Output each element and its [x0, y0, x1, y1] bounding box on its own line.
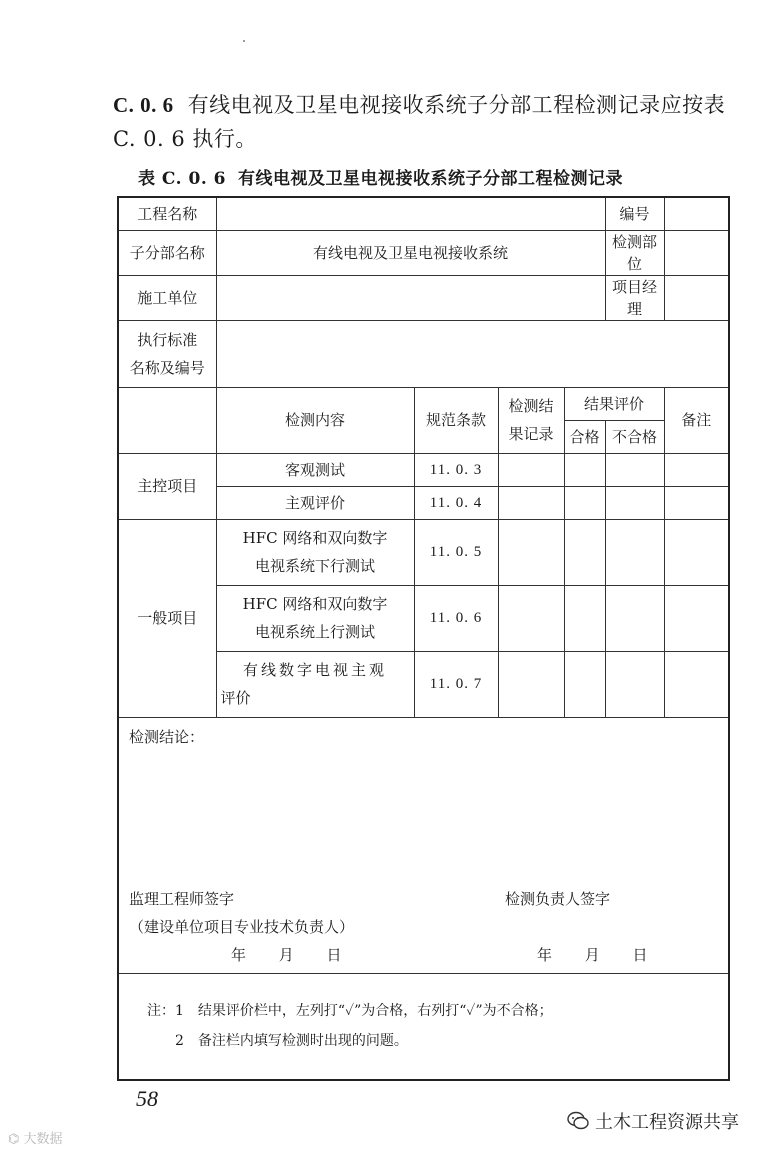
standard-value[interactable]: [216, 320, 729, 387]
clause-text: 有线电视及卫星电视接收系统子分部工程检测记录应按表 C. 0. 6 执行。: [113, 93, 726, 151]
conclusion-label: 检测结论：: [129, 727, 205, 746]
col-pass-header: 合格: [564, 420, 605, 453]
pass-cell[interactable]: [564, 453, 605, 486]
watermark-left: [8, 1128, 63, 1147]
remarks-cell[interactable]: [664, 519, 729, 585]
watermark-logo-icon: ⌬: [8, 1132, 24, 1147]
remarks-cell[interactable]: [664, 585, 729, 651]
supervisor-date: 年 月 日: [231, 945, 356, 964]
subdivision-value[interactable]: 有线电视及卫星电视接收系统: [216, 230, 605, 275]
content-line1: HFC 网络和双向数字: [242, 595, 388, 613]
row-subdivision: [118, 230, 729, 275]
serial-value[interactable]: [664, 197, 729, 230]
wechat-icon: [567, 1111, 589, 1131]
serial-label: 编号: [605, 197, 664, 230]
col-clause-header: 规范条款: [414, 387, 498, 453]
record-cell[interactable]: [498, 486, 564, 519]
inspector-signature-label: 检测负责人签字: [505, 889, 611, 908]
watermark-left-text: 大数据: [23, 1132, 63, 1147]
remarks-cell[interactable]: [664, 651, 729, 717]
content-line2: 电视系统上行测试: [254, 623, 375, 641]
fail-cell[interactable]: [605, 585, 664, 651]
clause-cell: 11. 0. 3: [414, 453, 498, 486]
content-line1: HFC 网络和双向数字: [242, 529, 388, 547]
table-caption: [0, 164, 761, 189]
content-line2: 电视系统下行测试: [254, 557, 375, 575]
row-contractor: [118, 275, 729, 320]
inspection-part-value[interactable]: [664, 230, 729, 275]
col-record-line2: 果记录: [508, 425, 554, 443]
clause-cell: 11. 0. 7: [414, 651, 498, 717]
record-cell[interactable]: [498, 585, 564, 651]
group-header-blank: [118, 387, 216, 453]
pass-cell[interactable]: [564, 519, 605, 585]
col-record-header: [498, 387, 564, 453]
inspector-date: 年 月 日: [537, 945, 662, 964]
content-cell: 客观测试: [216, 453, 414, 486]
record-cell[interactable]: [498, 453, 564, 486]
row-project-name: [118, 197, 729, 230]
pass-cell[interactable]: [564, 651, 605, 717]
project-name-value[interactable]: [216, 197, 605, 230]
col-record-line1: 检测结: [508, 397, 554, 415]
project-name-label: 工程名称: [118, 197, 216, 230]
standard-label: [118, 320, 216, 387]
standard-label-line1: 执行标准: [137, 330, 198, 349]
fail-cell[interactable]: [605, 519, 664, 585]
scan-dot: [243, 40, 245, 42]
content-cell: [216, 585, 414, 651]
col-evaluation-header: 结果评价: [564, 387, 664, 420]
group-general-label: 一般项目: [118, 519, 216, 717]
content-cell: [216, 651, 414, 717]
subdivision-label: 子分部名称: [118, 230, 216, 275]
group-main-label: 主控项目: [118, 453, 216, 519]
standard-label-line2: 名称及编号: [129, 358, 205, 377]
clause-cell: 11. 0. 6: [414, 585, 498, 651]
col-remarks-header: 备注: [664, 387, 729, 453]
clause-cell: 11. 0. 4: [414, 486, 498, 519]
manager-label: 项目经理: [605, 275, 664, 320]
supervisor-role-label: （建设单位项目专业技术负责人）: [129, 917, 355, 936]
clause-number: C. 0. 6: [113, 93, 174, 117]
record-cell[interactable]: [498, 519, 564, 585]
note-1: 注：1 结果评价栏中，左列打“✓”为合格，右列打“✓”为不合格；: [147, 1002, 553, 1019]
content-line2: 评价: [220, 689, 251, 707]
table-row: [118, 519, 729, 585]
inspection-record-table: [117, 196, 730, 1081]
fail-cell[interactable]: [605, 453, 664, 486]
note-2: 2 备注栏内填写检测时出现的问题。: [175, 1032, 408, 1049]
col-fail-header: 不合格: [605, 420, 664, 453]
pass-cell[interactable]: [564, 585, 605, 651]
content-cell: 主观评价: [216, 486, 414, 519]
caption-number: 表 C. 0. 6: [138, 169, 226, 189]
content-line1: 有线数字电视主观: [242, 661, 387, 679]
row-standard: [118, 320, 729, 387]
clause-paragraph: [113, 88, 733, 156]
remarks-cell[interactable]: [664, 486, 729, 519]
notes-cell: [118, 973, 729, 1080]
record-cell[interactable]: [498, 651, 564, 717]
inspection-part-label: 检测部位: [605, 230, 664, 275]
conclusion-cell[interactable]: [118, 717, 729, 973]
remarks-cell[interactable]: [664, 453, 729, 486]
col-content-header: 检测内容: [216, 387, 414, 453]
watermark-right: [567, 1108, 739, 1134]
pass-cell[interactable]: [564, 486, 605, 519]
fail-cell[interactable]: [605, 651, 664, 717]
contractor-value[interactable]: [216, 275, 605, 320]
caption-title: 有线电视及卫星电视接收系统子分部工程检测记录: [237, 169, 623, 189]
content-cell: [216, 519, 414, 585]
fail-cell[interactable]: [605, 486, 664, 519]
page-number: 58: [136, 1086, 158, 1111]
row-notes: [118, 973, 729, 1080]
table-row: [118, 453, 729, 486]
row-column-header-1: [118, 387, 729, 420]
manager-value[interactable]: [664, 275, 729, 320]
supervisor-signature-label: 监理工程师签字: [129, 889, 235, 908]
watermark-right-text: 土木工程资源共享: [595, 1112, 739, 1133]
row-conclusion: [118, 717, 729, 973]
clause-cell: 11. 0. 5: [414, 519, 498, 585]
contractor-label: 施工单位: [118, 275, 216, 320]
